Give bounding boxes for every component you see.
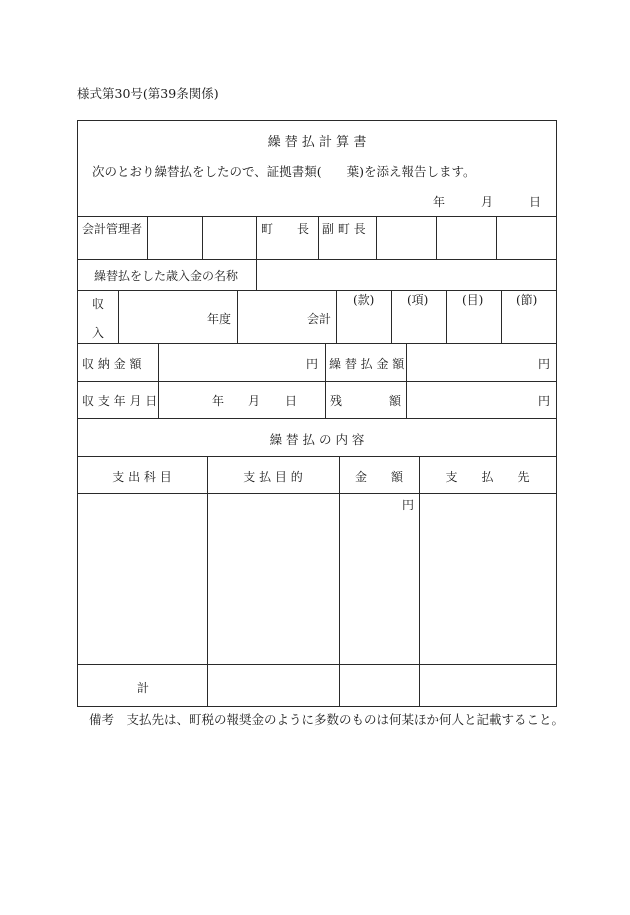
details-title: 繰 替 払 の 内 容 <box>269 432 365 447</box>
revenue-label-top: 収 <box>92 297 105 311</box>
row-divider <box>77 343 557 344</box>
table-border-right <box>556 120 557 707</box>
col-divider <box>391 290 392 343</box>
col-divider <box>496 216 497 259</box>
row-divider <box>77 664 557 665</box>
setsu-label: (節) <box>516 293 538 307</box>
col-divider <box>376 216 377 259</box>
details-header-account: 支 出 科 目 <box>112 470 172 484</box>
balance-label-1: 残 <box>330 394 343 408</box>
total-label: 計 <box>137 681 150 695</box>
col-divider <box>202 216 203 259</box>
balance-unit: 円 <box>538 394 551 408</box>
row-divider <box>77 259 557 260</box>
details-header-amount: 金 額 <box>354 470 403 484</box>
date-year: 年 <box>433 195 446 209</box>
kan-label: (款) <box>353 293 375 307</box>
advance-amount-unit: 円 <box>538 357 551 371</box>
col-divider <box>436 216 437 259</box>
deputy-mayor-label: 副 町 長 <box>322 222 366 236</box>
note-text: 備考 支払先は、町税の報奨金のように多数のものは何某ほか何人と記載すること。 <box>89 712 565 727</box>
row-divider <box>77 381 557 382</box>
date-month: 月 <box>481 195 494 209</box>
col-divider <box>318 216 319 259</box>
form-number: 様式第30号(第39条関係) <box>77 86 219 101</box>
col-divider <box>237 290 238 343</box>
account-label: 会計 <box>307 312 332 326</box>
col-divider <box>419 456 420 706</box>
row-divider <box>77 493 557 494</box>
table-border-left <box>77 120 78 707</box>
transaction-date-year: 年 <box>212 394 225 408</box>
col-divider <box>501 290 502 343</box>
row-divider <box>77 418 557 419</box>
transaction-date-month: 月 <box>248 394 261 408</box>
fiscal-year-label: 年度 <box>207 312 232 326</box>
accounting-manager-label: 会計管理者 <box>82 222 143 236</box>
col-divider <box>158 343 159 418</box>
table-border-top <box>77 120 557 121</box>
mayor-label: 町 長 <box>261 222 310 236</box>
col-divider <box>336 290 337 343</box>
details-header-payee: 支 払 先 <box>445 470 530 484</box>
row-divider <box>77 216 557 217</box>
date-day: 日 <box>529 195 542 209</box>
col-divider <box>339 456 340 706</box>
details-header-purpose: 支 払 目 的 <box>243 470 303 484</box>
kou-label: (項) <box>407 293 429 307</box>
col-divider <box>256 216 257 259</box>
balance-label-2: 額 <box>389 394 402 408</box>
advance-amount-label: 繰 替 払 金 額 <box>329 357 405 371</box>
details-amount-unit: 円 <box>402 498 415 512</box>
table-border-bottom <box>77 706 557 707</box>
col-divider <box>118 290 119 343</box>
intro-text: 次のとおり繰替払をしたので、証拠書類( 葉)を添え報告します。 <box>92 164 476 179</box>
col-divider <box>207 456 208 706</box>
received-amount-label: 収 納 金 額 <box>82 357 142 371</box>
col-divider <box>325 343 326 418</box>
moku-label: (目) <box>462 293 484 307</box>
received-amount-unit: 円 <box>306 357 319 371</box>
col-divider <box>147 216 148 259</box>
revenue-label-bottom: 入 <box>92 326 105 340</box>
col-divider <box>406 343 407 418</box>
row-divider <box>77 456 557 457</box>
col-divider <box>256 259 257 290</box>
transaction-date-day: 日 <box>285 394 298 408</box>
revenue-name-label: 繰替払をした歳入金の名称 <box>94 269 239 283</box>
form-title: 繰 替 払 計 算 書 <box>267 135 367 150</box>
col-divider <box>446 290 447 343</box>
row-divider <box>77 290 557 291</box>
transaction-date-label: 収 支 年 月 日 <box>82 394 158 408</box>
